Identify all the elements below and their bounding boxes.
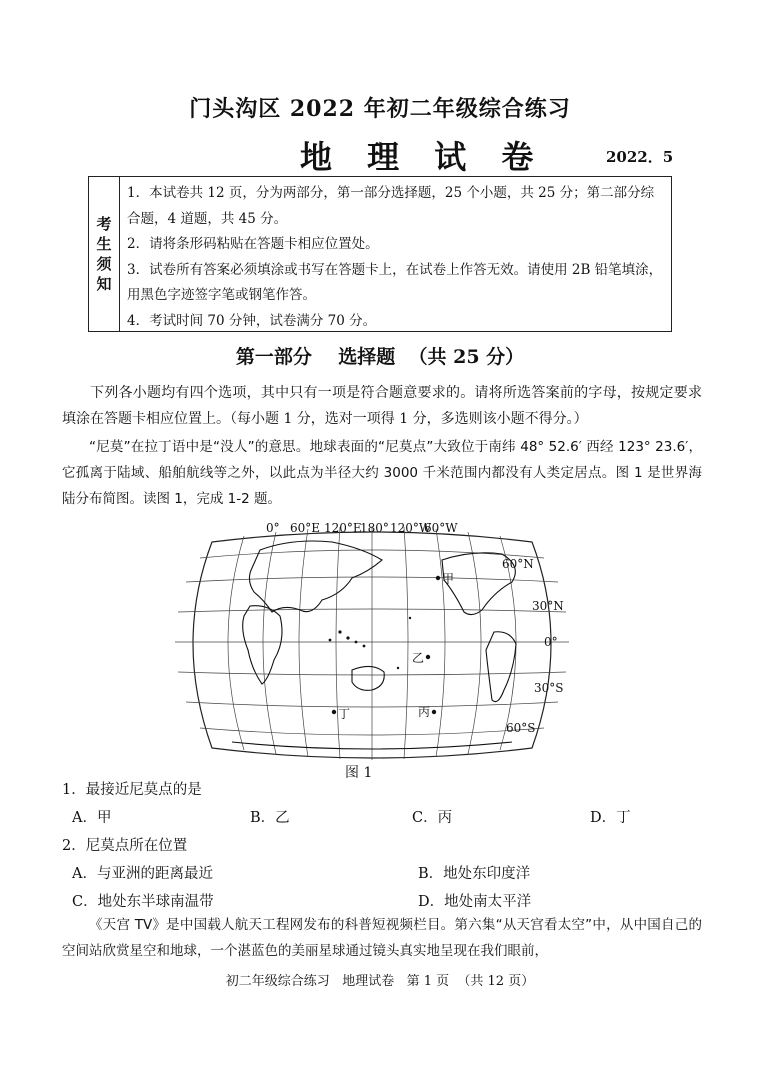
lat-label: 60°S (506, 721, 536, 735)
lat-label: 30°N (532, 599, 564, 613)
lat-label: 0° (544, 635, 558, 649)
notice-label-char: 生 (96, 235, 112, 253)
page-footer: 初二年级综合练习 地理试卷 第 1 页 （共 12 页） (225, 974, 535, 989)
notice-box (88, 176, 672, 332)
notice-item: 3．试卷所有答案必须填涂或书写在答题卡上，在试卷上作答无效。请使用 2B 铅笔填涂，用黑色字迹签字笔或钢笔作答。 (127, 261, 663, 303)
option-b: B．地处东印度洋 (418, 866, 531, 882)
passage: “尼莫”在拉丁语中是“没人”的意思。地球表面的“尼莫点”大致位于南纬 48° 52.6′ 西经 123° 23.6′，它孤离于陆域、船舶航线等之外，以此点为半径大约 3000 千米范围内都没有人类定居点。图 1 是世界海陆分布简图。读图 1，完成 1-2 题。 (62, 439, 702, 507)
option-c: C．丙 (412, 810, 453, 826)
point-bing-label: 丙 (418, 705, 431, 719)
figure-caption: 图 1 (345, 765, 373, 781)
point-jia-marker (436, 576, 440, 580)
point-jia-label: 甲 (442, 572, 455, 586)
notice-item: 4．考试时间 70 分钟，试卷满分 70 分。 (127, 312, 377, 329)
option-c: C．地处东半球南温带 (72, 894, 214, 910)
lon-label: 60°W (424, 521, 458, 535)
point-yi-marker (426, 655, 430, 659)
lon-label: 120°W (390, 521, 432, 535)
option-d: D．丁 (590, 810, 631, 826)
exam-date: 2022．5 (606, 148, 674, 166)
notice-item: 1．本试卷共 12 页，分为两部分，第一部分选择题，25 个小题，共 25 分；第二部分综合题，4 道题，共 45 分。 (127, 185, 655, 227)
lat-label: 30°S (534, 681, 564, 695)
question-stem: 1．最接近尼莫点的是 (62, 782, 202, 798)
option-b: B．乙 (250, 810, 290, 826)
notice-label-char: 知 (96, 275, 112, 293)
point-ding-label: 丁 (338, 707, 351, 721)
lon-label: 60°E (290, 521, 321, 535)
lon-label: 0° (266, 521, 280, 535)
point-ding-marker (332, 710, 336, 714)
point-bing-marker (432, 710, 436, 714)
option-d: D．地处南太平洋 (418, 894, 532, 910)
instructions: 下列各小题均有四个选项，其中只有一项是符合题意要求的。请将所选答案前的字母，按规定要求填涂在答题卡相应位置上。（每小题 1 分，选对一项得 1 分，多选则该小题不得分。） (62, 385, 702, 427)
lat-label: 60°N (502, 557, 534, 571)
world-map (172, 520, 572, 765)
passage-2: 《天宫 TV》是中国载人航天工程网发布的科普短视频栏目。第六集“从天宫看太空”中，从中国自己的空间站欣赏星空和地球，一个湛蓝色的美丽星球通过镜头真实地呈现在我们眼前， (62, 917, 702, 959)
question-stem: 2．尼莫点所在位置 (62, 838, 188, 854)
option-a: A．与亚洲的距离最近 (72, 866, 213, 882)
notice-label-char: 考 (96, 215, 112, 233)
subject-title: 地 理 试 卷 (300, 138, 546, 176)
point-yi-label: 乙 (412, 651, 425, 665)
notice-label (89, 177, 120, 331)
lon-label: 120°E (324, 521, 362, 535)
notice-label-char: 须 (96, 255, 112, 273)
notice-items (127, 181, 663, 334)
part-title: 第一部分 选择题 （共 25 分） (235, 346, 525, 368)
option-a: A．甲 (72, 810, 112, 826)
lon-label: 180° (360, 521, 389, 535)
exam-title: 门头沟区 2022 年初二年级综合练习 (189, 96, 571, 122)
notice-item: 2．请将条形码粘贴在答题卡相应位置处。 (127, 236, 379, 252)
